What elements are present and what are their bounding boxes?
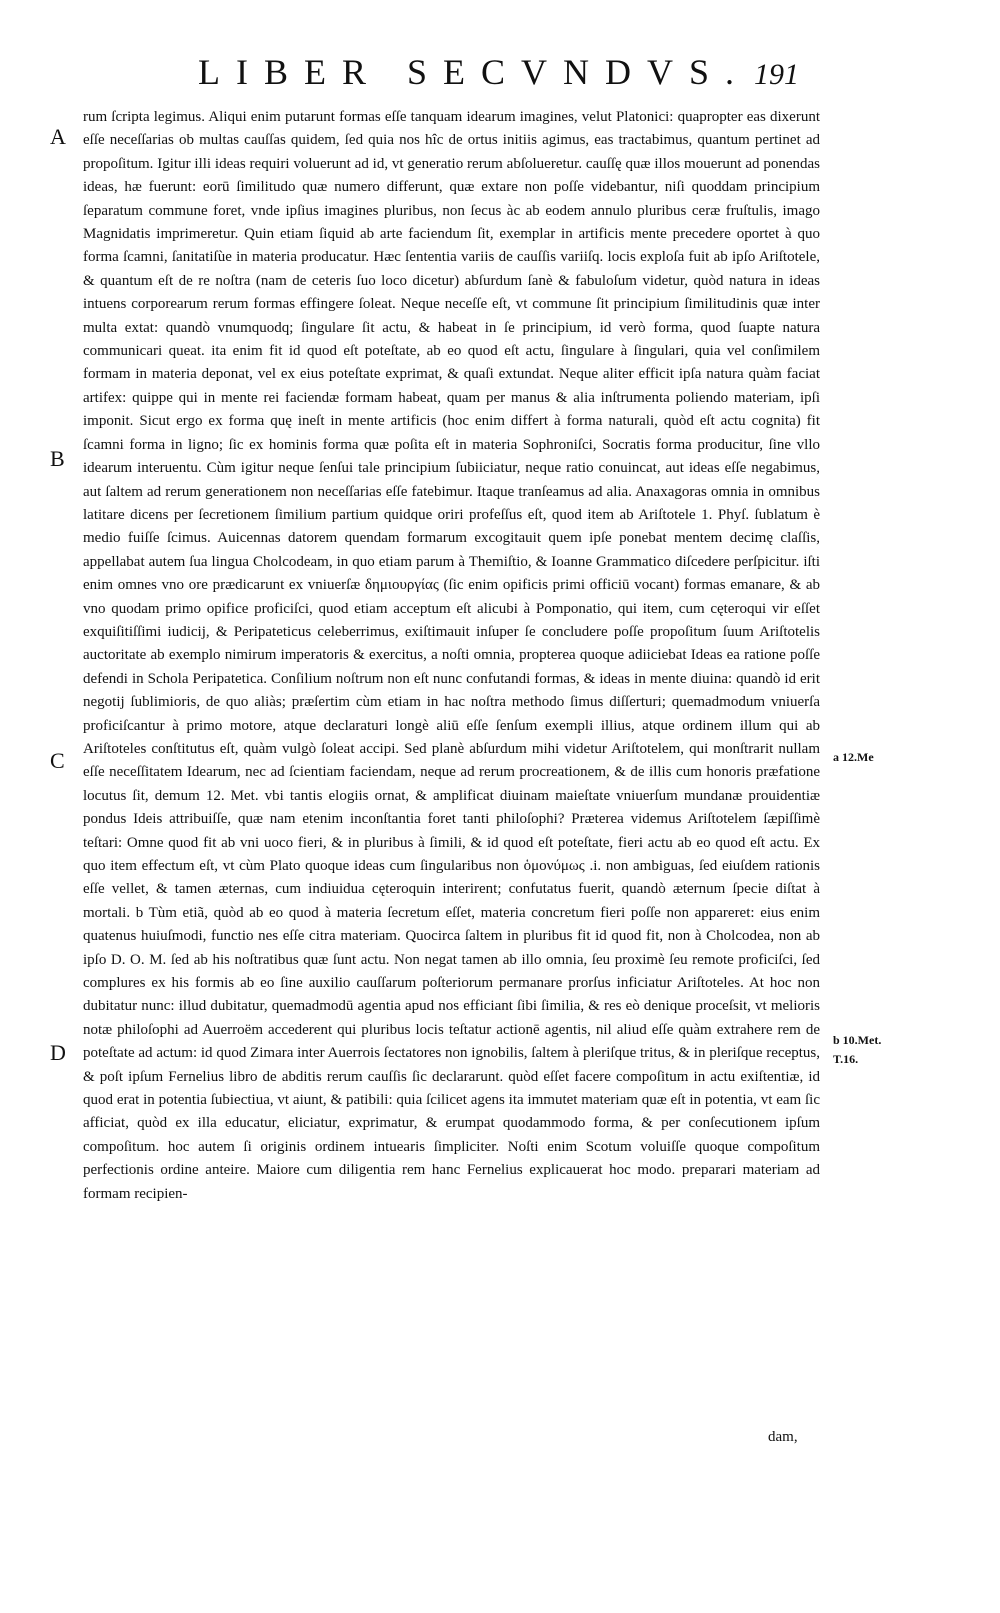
margin-note: a 12.Me: [833, 750, 874, 764]
margin-note: T.16.: [833, 1052, 859, 1066]
section-letter-a: A: [50, 124, 66, 149]
page-number: 191: [754, 58, 799, 91]
section-letter-c: C: [50, 748, 65, 773]
paragraph: rum ſcripta legimus. Aliqui enim putarunt formas eſſe tanquam idearum imagines, velut Platonici: quapropter eas dixerunt eſſe neceſſarias ob multas cauſſas quidem, ſed quia nos hîc de ortus initiis agimus, eas tractabimus, quantum pertinet ad propoſitum. Igitur illi ideas requiri voluerunt ad id, vt generatio rerum abſolueretur. cauſſę quæ illos mouerunt ad ponendas ideas, hæ fuerunt: eorū ſimilitudo quæ numero differunt, quæ extare non poſſe videbantur, niſi quoddam principium ſeparatum commune foret, vnde ipſius imagines pluribus, non ſecus àc ab eodem annulo pluribus ceræ fruſtulis, imago Magnidatis imprimeretur. Quin etiam ſiquid ab arte faciendum ſit, exemplar in artificis mente precedere oportet à quo forma ſcamni, ſanitatiſùe in materia producatur. Hæc ſententia variis de cauſſis variiſq. locis exploſa fuit ab ipſo Ariſtotele, & quantum eſt de re noſtra (nam de ceteris ſuo loco dicetur) abſurdum ſanè & fabuloſum videtur, quòd natura in ideas intuens corporearum rerum formas effingere ſoleat. Neque neceſſe eſt, vt commune ſit principium ſimilitudinis quæ inter multa extat: quandò vnumquodq; ſingulare ſit actu, & habeat in ſe principium, id verò forma, quod ſuapte natura communicari queat. ita enim fit id quod eſt poteſtate, ab eo quod eſt actu, ſingulare à ſingulari, quia vel conſimilem formam in materia deponat, vel ex eius poteſtate exprimat, & quaſi extundat. Neque aliter efficit ipſa natura quàm faciat artifex: quippe qui in mente rei faciendæ formam habeat, quam per manus & alia inſtrumenta poliendo materiam, ipſi imponit. Sicut ergo ex forma quę ineſt in mente artificis (hoc enim differt à forma naturali, quòd eſt actu cognita) fit ſcamni forma in ligno; ſic ex hominis forma quæ poſita eſt in materia Sophroniſci, Socratis forma producitur, ſine vllo idearum interuentu. Cùm igitur neque ſenſui tale principium ſubiiciatur, neque ratio conuincat, aut ideas eſſe negabimus, aut ſaltem ad rerum generationem non neceſſarias eſſe fatebimur. Itaque tranſeamus ad alia. Anaxagoras omnia in omnibus latitare dicens per ſecretionem ſimilium partium quidque oriri profeſſus eſt, quod item ab Ariſtotele 1. Phyſ. ſublatum è medio fuiſſe ſcimus. Auicennas datorem quendam formarum excogitauit quem ipſe ponebat mentem decimę claſſis, appellabat autem ſua lingua Cholcodeam, in quo etiam parum à Themiſtio, & Ioanne Grammatico diſcedere perſpicitur. iſti enim omnes vno ore prædicarunt ex vniuerſæ δημιουργίας (ſic enim opificis primi officiū vocant) formas emanare, & ab vno quodam primo opifice proficiſci, quod etiam acceptum eſt alicubi à Pomponatio, qui item, cum cęteroqui vir eſſet exquiſitiſſimi iudicij, & Peripateticus celeberrimus, exiſtimauit inſuper ſe concludere poſſe propoſitum ſuum Ariſtotelis auctoritate ab exemplo nimirum imperatoris & exercitus, a noſti omnia, propterea quoque adiiciebat Ideas ea ratione poſſe defendi in Schola Peripatetica. Conſilium noſtrum non eſt nunc confutandi formas, & ideas in mente diuina: quandò id erit negotij ſublimioris, de quo aliàs; præſertim cùm etiam in hac noſtra methodo ſimus diſſerturi; quemadmodum vniuerſa proficiſcantur à primo motore, atque declaraturi longè aliū eſſe ſenſum exempli illius, atque ordinem illum qui ab Ariſtoteles conſtitutus eſt, quàm vulgò ſoleat accipi. Sed planè abſurdum mihi videtur Ariſtotelem, qui monſtrarit nullam eſſe neceſſitatem Idearum, nec ad ſcientiam faciendam, neque ad rerum procreationem, & de illis cum honoris præfatione locutus ſit, demum 12. Met. vbi tantis elogiis ornat, & amplificat diuinam maieſtate vniuerſum mundanæ prouidentiæ pondus Ideis attribuiſſe, quæ nam etenim inconſtantia foret tanti philoſophi? Præterea videmus Ariſtotelem ſæpiſſimè teſtari: Omne quod fit ab vni uoco fieri, & in pluribus à ſimili, & id quod eſt poteſtate, fieri actu ab eo quod eſt actu. Ex quo item effectum eſt, vt cùm Plato quoque ideas cum ſingularibus non ὁμονύμως .i. non ambiguas, ſed eiuſdem rationis eſſe vellet, & tamen æternas, cum indiuidua cęteroquin interirent; confutatus fuerit, quandò æternum ſpecie diſtat à mortali. b Tùm etiã, quòd ab eo quod à materia ſecretum eſſet, materia concretum fieri poſſe non appareret: eius enim quatenus huiuſmodi, functio nes eſſe citra materiam. Quocirca ſaltem in pluribus fit id quod fit, non à Cholcodea, non ab ipſo D. O. M. ſed ab his noſtratibus quæ ſunt actu. Non negat tamen ab illo omnia, ſeu proximè ſeu remote proficiſci, ſed complures ex his formis ab eo ſine auxilio cauſſarum poſteriorum permanare prorſus inficiatur Ariſtoteles. At hoc non dubitatur nunc: illud dubitatur, quemadmodū agentia apud nos efficiant ſibi ſimilia, & res eò denique proceſsit, vt melioris notæ philoſophi ad Auerroëm accederent qui pluribus locis teſtatur actionē agentis, nil aliud eſſe quàm extrahere rem de poteſtate ad actum: id quod Zimara inter Auerrois ſectatores non ignobilis, ſaltem à pleriſque tritus, & in pleriſque receptus, & poſt ipſum Fernelius libro de abditis rerum cauſſis ſic declararunt. quòd eſſet facere compoſitum in actu exiſtentiæ, id quod erat in potentia ſubiectiua, vt aiunt, & patibili: quia ſcilicet agens ita immutet materiam quæ eſt in potentia, vt eam ſic afficiat, quòd ex illa educatur, eliciatur, exprimatur, & erumpat quodammodo forma, & per conſecutionem ipſum compoſitum. hoc autem ſi originis ordinem intuearis ſimpliciter. Noſti enim Scotum voluiſſe quoque compoſitum perfectionis ordine anteire. Maiore cum diligentia rem hanc Fernelius explicauerat hoc modo. preparari materiam ad formam recipien-: [83, 109, 820, 1202]
catchword: dam,: [768, 1429, 798, 1445]
margin-note: b 10.Met.: [833, 1033, 882, 1047]
section-letter-b: B: [50, 446, 65, 471]
body-text: [83, 106, 820, 1206]
running-head: LIBER SECVNDVS.: [198, 52, 751, 92]
section-letter-d: D: [50, 1040, 66, 1065]
